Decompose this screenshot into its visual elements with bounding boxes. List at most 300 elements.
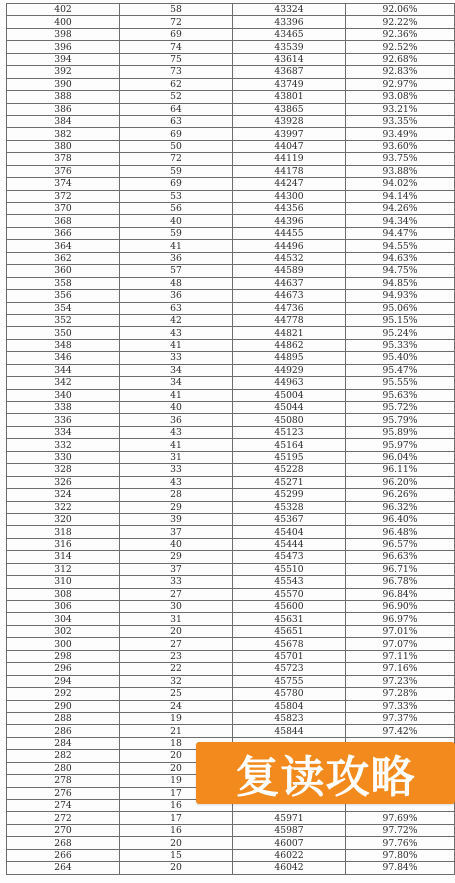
score-cell: 272 [7, 812, 120, 824]
score-cell: 276 [7, 787, 120, 799]
cumulative-cell: 44589 [233, 265, 346, 277]
count-cell: 31 [120, 451, 233, 463]
percent-cell: 95.55% [346, 377, 455, 389]
table-row [7, 153, 455, 165]
percent-cell: 92.83% [346, 66, 455, 78]
percent-cell: 95.40% [346, 352, 455, 364]
percent-cell: 95.06% [346, 302, 455, 314]
score-cell: 332 [7, 439, 120, 451]
table-row [7, 128, 455, 140]
table-row [7, 41, 455, 53]
cumulative-cell: 45823 [233, 712, 346, 724]
table-row [7, 588, 455, 600]
table-row [7, 140, 455, 152]
watermark-badge [196, 742, 455, 804]
count-cell: 32 [120, 675, 233, 687]
table-row [7, 862, 455, 874]
score-cell: 324 [7, 489, 120, 501]
cumulative-cell: 45195 [233, 451, 346, 463]
percent-cell: 97.84% [346, 862, 455, 874]
percent-cell: 94.63% [346, 252, 455, 264]
cumulative-cell: 45404 [233, 526, 346, 538]
percent-cell: 97.72% [346, 824, 455, 836]
table-row [7, 240, 455, 252]
score-cell: 302 [7, 625, 120, 637]
score-cell: 336 [7, 414, 120, 426]
count-cell: 19 [120, 775, 233, 787]
count-cell: 63 [120, 302, 233, 314]
cumulative-cell: 45299 [233, 489, 346, 501]
cumulative-cell: 44047 [233, 140, 346, 152]
table-row [7, 190, 455, 202]
score-cell: 282 [7, 750, 120, 762]
percent-cell: 97.37% [346, 712, 455, 724]
cumulative-cell: 45780 [233, 688, 346, 700]
score-cell: 376 [7, 165, 120, 177]
count-cell: 20 [120, 862, 233, 874]
count-cell: 20 [120, 750, 233, 762]
percent-cell: 93.88% [346, 165, 455, 177]
score-cell: 374 [7, 178, 120, 190]
percent-cell: 97.11% [346, 650, 455, 662]
percent-cell: 97.01% [346, 625, 455, 637]
table-row [7, 277, 455, 289]
percent-cell: 96.48% [346, 526, 455, 538]
cumulative-cell: 45987 [233, 824, 346, 836]
score-cell: 354 [7, 302, 120, 314]
table-row [7, 464, 455, 476]
percent-cell: 95.79% [346, 414, 455, 426]
percent-cell: 94.34% [346, 215, 455, 227]
score-cell: 326 [7, 476, 120, 488]
cumulative-cell: 43539 [233, 41, 346, 53]
percent-cell: 96.40% [346, 513, 455, 525]
cumulative-cell: 43997 [233, 128, 346, 140]
score-cell: 360 [7, 265, 120, 277]
cumulative-cell: 45328 [233, 501, 346, 513]
count-cell: 69 [120, 178, 233, 190]
table-row [7, 103, 455, 115]
percent-cell: 93.21% [346, 103, 455, 115]
count-cell: 52 [120, 91, 233, 103]
score-cell: 290 [7, 700, 120, 712]
cumulative-cell: 45123 [233, 426, 346, 438]
table-row [7, 476, 455, 488]
cumulative-cell: 44356 [233, 203, 346, 215]
cumulative-cell: 45651 [233, 625, 346, 637]
score-cell: 306 [7, 601, 120, 613]
cumulative-cell: 45228 [233, 464, 346, 476]
table-row [7, 53, 455, 65]
table-row [7, 650, 455, 662]
cumulative-cell: 45631 [233, 613, 346, 625]
cumulative-cell: 44673 [233, 290, 346, 302]
count-cell: 37 [120, 526, 233, 538]
count-cell: 18 [120, 737, 233, 749]
percent-cell: 97.16% [346, 663, 455, 675]
score-cell: 280 [7, 762, 120, 774]
score-cell: 278 [7, 775, 120, 787]
count-cell: 72 [120, 16, 233, 28]
table-row [7, 402, 455, 414]
percent-cell: 95.72% [346, 402, 455, 414]
count-cell: 31 [120, 613, 233, 625]
table-row [7, 601, 455, 613]
score-cell: 320 [7, 513, 120, 525]
percent-cell: 97.23% [346, 675, 455, 687]
count-cell: 19 [120, 712, 233, 724]
percent-cell: 93.60% [346, 140, 455, 152]
count-cell: 59 [120, 165, 233, 177]
count-cell: 17 [120, 812, 233, 824]
table-row [7, 849, 455, 861]
table-row [7, 538, 455, 550]
percent-cell: 96.26% [346, 489, 455, 501]
score-cell: 366 [7, 227, 120, 239]
table-row [7, 613, 455, 625]
score-cell: 356 [7, 290, 120, 302]
score-cell: 378 [7, 153, 120, 165]
percent-cell: 92.22% [346, 16, 455, 28]
table-row [7, 91, 455, 103]
percent-cell: 95.24% [346, 327, 455, 339]
table-row [7, 712, 455, 724]
score-cell: 384 [7, 115, 120, 127]
count-cell: 24 [120, 700, 233, 712]
cumulative-cell: 43865 [233, 103, 346, 115]
table-row [7, 203, 455, 215]
score-cell: 400 [7, 16, 120, 28]
cumulative-cell: 44300 [233, 190, 346, 202]
percent-cell: 92.06% [346, 4, 455, 16]
count-cell: 20 [120, 837, 233, 849]
count-cell: 39 [120, 513, 233, 525]
count-cell: 57 [120, 265, 233, 277]
cumulative-cell: 45570 [233, 588, 346, 600]
score-cell: 318 [7, 526, 120, 538]
score-cell: 286 [7, 725, 120, 737]
count-cell: 69 [120, 128, 233, 140]
count-cell: 73 [120, 66, 233, 78]
cumulative-cell: 45044 [233, 402, 346, 414]
count-cell: 43 [120, 476, 233, 488]
table-row [7, 78, 455, 90]
count-cell: 20 [120, 762, 233, 774]
score-cell: 270 [7, 824, 120, 836]
count-cell: 21 [120, 725, 233, 737]
score-cell: 388 [7, 91, 120, 103]
score-cell: 372 [7, 190, 120, 202]
score-cell: 342 [7, 377, 120, 389]
count-cell: 33 [120, 352, 233, 364]
count-cell: 27 [120, 638, 233, 650]
score-cell: 310 [7, 576, 120, 588]
count-cell: 37 [120, 563, 233, 575]
score-cell: 284 [7, 737, 120, 749]
cumulative-cell: 43801 [233, 91, 346, 103]
count-cell: 53 [120, 190, 233, 202]
score-cell: 274 [7, 800, 120, 812]
score-cell: 312 [7, 563, 120, 575]
score-cell: 308 [7, 588, 120, 600]
score-cell: 296 [7, 663, 120, 675]
cumulative-cell: 43687 [233, 66, 346, 78]
cumulative-cell: 45510 [233, 563, 346, 575]
count-cell: 34 [120, 364, 233, 376]
percent-cell: 92.52% [346, 41, 455, 53]
percent-cell: 94.75% [346, 265, 455, 277]
cumulative-cell: 44496 [233, 240, 346, 252]
count-cell: 58 [120, 4, 233, 16]
table-row [7, 625, 455, 637]
score-cell: 394 [7, 53, 120, 65]
cumulative-cell: 46007 [233, 837, 346, 849]
percent-cell: 96.63% [346, 551, 455, 563]
count-cell: 62 [120, 78, 233, 90]
score-cell: 348 [7, 339, 120, 351]
table-row [7, 265, 455, 277]
percent-cell: 97.42% [346, 725, 455, 737]
score-cell: 292 [7, 688, 120, 700]
score-cell: 294 [7, 675, 120, 687]
cumulative-cell: 45367 [233, 513, 346, 525]
table-row [7, 165, 455, 177]
table-row [7, 215, 455, 227]
count-cell: 33 [120, 464, 233, 476]
cumulative-cell: 46042 [233, 862, 346, 874]
percent-cell: 94.26% [346, 203, 455, 215]
cumulative-cell: 45971 [233, 812, 346, 824]
score-cell: 334 [7, 426, 120, 438]
cumulative-cell: 44119 [233, 153, 346, 165]
score-cell: 346 [7, 352, 120, 364]
count-cell: 27 [120, 588, 233, 600]
score-cell: 328 [7, 464, 120, 476]
table-row [7, 426, 455, 438]
percent-cell: 94.02% [346, 178, 455, 190]
watermark-text: 复读攻略 [235, 752, 416, 803]
count-cell: 36 [120, 252, 233, 264]
table-row [7, 663, 455, 675]
score-cell: 370 [7, 203, 120, 215]
table-row [7, 725, 455, 737]
cumulative-cell: 43324 [233, 4, 346, 16]
cumulative-cell: 44736 [233, 302, 346, 314]
percent-cell: 95.47% [346, 364, 455, 376]
cumulative-cell: 44396 [233, 215, 346, 227]
cumulative-cell: 43749 [233, 78, 346, 90]
cumulative-cell: 43396 [233, 16, 346, 28]
count-cell: 16 [120, 800, 233, 812]
score-cell: 402 [7, 4, 120, 16]
percent-cell: 96.90% [346, 601, 455, 613]
count-cell: 48 [120, 277, 233, 289]
table-row [7, 439, 455, 451]
score-cell: 344 [7, 364, 120, 376]
count-cell: 36 [120, 414, 233, 426]
percent-cell: 93.08% [346, 91, 455, 103]
table-row [7, 28, 455, 40]
table-row [7, 364, 455, 376]
table-row [7, 339, 455, 351]
count-cell: 56 [120, 203, 233, 215]
count-cell: 64 [120, 103, 233, 115]
table-row [7, 824, 455, 836]
count-cell: 36 [120, 290, 233, 302]
percent-cell: 97.33% [346, 700, 455, 712]
table-row [7, 4, 455, 16]
cumulative-cell: 44178 [233, 165, 346, 177]
count-cell: 43 [120, 426, 233, 438]
table-row [7, 675, 455, 687]
count-cell: 41 [120, 240, 233, 252]
percent-cell: 92.68% [346, 53, 455, 65]
count-cell: 69 [120, 28, 233, 40]
count-cell: 33 [120, 576, 233, 588]
cumulative-cell: 44532 [233, 252, 346, 264]
count-cell: 40 [120, 215, 233, 227]
percent-cell: 97.80% [346, 849, 455, 861]
count-cell: 25 [120, 688, 233, 700]
percent-cell: 95.97% [346, 439, 455, 451]
score-cell: 266 [7, 849, 120, 861]
count-cell: 34 [120, 377, 233, 389]
count-cell: 29 [120, 501, 233, 513]
score-cell: 350 [7, 327, 120, 339]
count-cell: 29 [120, 551, 233, 563]
percent-cell: 97.69% [346, 812, 455, 824]
percent-cell: 97.28% [346, 688, 455, 700]
count-cell: 17 [120, 787, 233, 799]
count-cell: 75 [120, 53, 233, 65]
score-cell: 322 [7, 501, 120, 513]
score-cell: 330 [7, 451, 120, 463]
score-cell: 386 [7, 103, 120, 115]
count-cell: 30 [120, 601, 233, 613]
cumulative-cell: 44862 [233, 339, 346, 351]
count-cell: 23 [120, 650, 233, 662]
percent-cell: 94.55% [346, 240, 455, 252]
count-cell: 16 [120, 824, 233, 836]
score-cell: 288 [7, 712, 120, 724]
score-cell: 268 [7, 837, 120, 849]
percent-cell: 94.14% [346, 190, 455, 202]
count-cell: 42 [120, 314, 233, 326]
count-cell: 41 [120, 389, 233, 401]
count-cell: 74 [120, 41, 233, 53]
table-row [7, 227, 455, 239]
percent-cell: 96.57% [346, 538, 455, 550]
cumulative-cell: 45804 [233, 700, 346, 712]
count-cell: 15 [120, 849, 233, 861]
percent-cell: 94.93% [346, 290, 455, 302]
cumulative-cell: 44247 [233, 178, 346, 190]
percent-cell: 93.49% [346, 128, 455, 140]
cumulative-cell: 45004 [233, 389, 346, 401]
score-cell: 364 [7, 240, 120, 252]
table-row [7, 526, 455, 538]
score-cell: 396 [7, 41, 120, 53]
count-cell: 59 [120, 227, 233, 239]
table-row [7, 688, 455, 700]
score-cell: 304 [7, 613, 120, 625]
percent-cell: 92.36% [346, 28, 455, 40]
percent-cell: 94.85% [346, 277, 455, 289]
score-cell: 298 [7, 650, 120, 662]
table-row [7, 501, 455, 513]
table-row [7, 700, 455, 712]
percent-cell: 92.97% [346, 78, 455, 90]
cumulative-cell: 43614 [233, 53, 346, 65]
score-cell: 368 [7, 215, 120, 227]
cumulative-cell: 43465 [233, 28, 346, 40]
cumulative-cell: 45164 [233, 439, 346, 451]
count-cell: 40 [120, 538, 233, 550]
percent-cell: 95.15% [346, 314, 455, 326]
score-cell: 358 [7, 277, 120, 289]
cumulative-cell: 46022 [233, 849, 346, 861]
table-row [7, 178, 455, 190]
cumulative-cell: 45844 [233, 725, 346, 737]
cumulative-cell: 45473 [233, 551, 346, 563]
score-cell: 362 [7, 252, 120, 264]
cumulative-cell: 45678 [233, 638, 346, 650]
table-row [7, 563, 455, 575]
score-cell: 314 [7, 551, 120, 563]
table-row [7, 327, 455, 339]
table-row [7, 837, 455, 849]
cumulative-cell: 45444 [233, 538, 346, 550]
table-row [7, 66, 455, 78]
table-row [7, 377, 455, 389]
cumulative-cell: 44455 [233, 227, 346, 239]
cumulative-cell: 45701 [233, 650, 346, 662]
score-cell: 338 [7, 402, 120, 414]
table-row [7, 389, 455, 401]
table-row [7, 812, 455, 824]
cumulative-cell: 45271 [233, 476, 346, 488]
score-cell: 264 [7, 862, 120, 874]
score-cell: 382 [7, 128, 120, 140]
count-cell: 28 [120, 489, 233, 501]
count-cell: 72 [120, 153, 233, 165]
score-cell: 300 [7, 638, 120, 650]
table-row [7, 451, 455, 463]
table-row [7, 638, 455, 650]
cumulative-cell: 44821 [233, 327, 346, 339]
score-cell: 340 [7, 389, 120, 401]
percent-cell: 96.04% [346, 451, 455, 463]
percent-cell: 93.35% [346, 115, 455, 127]
count-cell: 20 [120, 625, 233, 637]
score-cell: 390 [7, 78, 120, 90]
cumulative-cell: 44929 [233, 364, 346, 376]
percent-cell: 96.11% [346, 464, 455, 476]
cumulative-cell: 45600 [233, 601, 346, 613]
percent-cell: 95.89% [346, 426, 455, 438]
table-row [7, 290, 455, 302]
percent-cell: 94.47% [346, 227, 455, 239]
table-row [7, 489, 455, 501]
cumulative-cell: 44778 [233, 314, 346, 326]
percent-cell: 96.84% [346, 588, 455, 600]
percent-cell: 97.07% [346, 638, 455, 650]
table-row [7, 115, 455, 127]
count-cell: 40 [120, 402, 233, 414]
count-cell: 41 [120, 339, 233, 351]
table-row [7, 314, 455, 326]
table-row [7, 576, 455, 588]
